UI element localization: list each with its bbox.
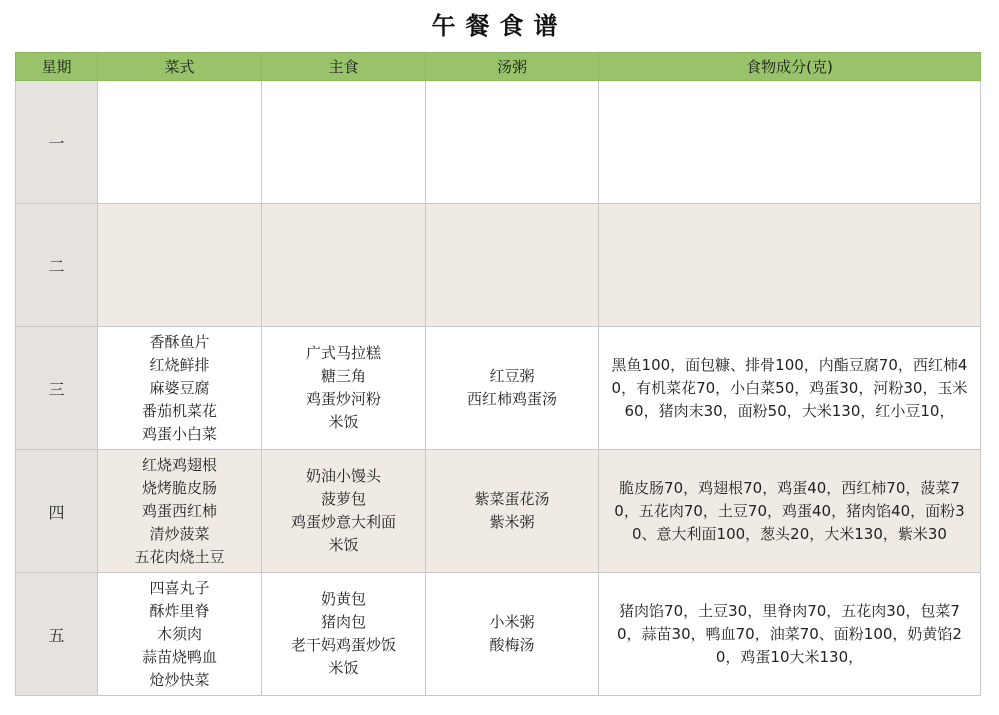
staple-item: 奶油小馒头: [305, 467, 381, 485]
staple-item: 奶黄包: [320, 590, 366, 608]
dish-item: 鸡蛋西红柿: [141, 501, 217, 520]
ingredients-cell: [599, 573, 981, 696]
dish-item: 红烧鲜排: [149, 355, 210, 374]
page-title: 午餐食谱: [431, 11, 568, 40]
staple-item: 米饭: [328, 413, 359, 431]
header-soup: 汤粥: [426, 53, 599, 81]
day-cell: 一: [16, 81, 98, 204]
staple-item: 米饭: [328, 536, 359, 554]
dish-item: 番茄机菜花: [141, 401, 217, 420]
ingredients-cell: [599, 450, 981, 573]
header-day: 星期: [16, 53, 98, 81]
dish-item: 红烧鸡翅根: [141, 455, 217, 474]
dish-item: 四喜丸子: [149, 578, 210, 597]
staple-item: 鸡蛋炒意大利面: [290, 513, 396, 531]
table-row: [16, 450, 981, 573]
soup-item: 紫米粥: [489, 513, 535, 531]
dish-item: 炝炒快菜: [149, 670, 210, 689]
dish-item: 五花肉烧土豆: [134, 547, 225, 566]
dishes-cell: [98, 450, 262, 573]
staple-cell: [262, 327, 426, 450]
staple-item: 猪肉包: [320, 613, 366, 631]
table-row: [16, 204, 981, 327]
dishes-cell: [98, 573, 262, 696]
dish-item: 烧烤脆皮肠: [141, 478, 217, 497]
dish-item: 麻婆豆腐: [149, 378, 210, 397]
soup-cell: [426, 327, 599, 450]
ingredients-text: 猪肉馅70，土豆30，里脊肉70，五花肉30，包菜70，蒜苗30，鸭血70，油菜70、面粉100，奶黄馅20，鸡蛋10大米130，: [617, 601, 962, 666]
staple-item: 老干妈鸡蛋炒饭: [290, 636, 396, 654]
staple-cell: [262, 573, 426, 696]
dishes-cell: [98, 81, 262, 204]
ingredients-text: 黑鱼100，面包糠、排骨100，内酯豆腐70，西红柿40，有机菜花70，小白菜50，鸡蛋30，河粉30，玉米60，猪肉末30，面粉50，大米130，红小豆10，: [611, 355, 968, 420]
day-cell: 三: [16, 327, 98, 450]
soup-cell: [426, 573, 599, 696]
day-cell: 四: [16, 450, 98, 573]
soup-item: 西红柿鸡蛋汤: [466, 390, 557, 408]
ingredients-text: 脆皮肠70，鸡翅根70，鸡蛋40，西红柿70，菠菜70，五花肉70，土豆70，鸡蛋40，猪肉馅40，面粉30、意大利面100，葱头20，大米130，紫米30: [614, 478, 965, 543]
soup-item: 小米粥: [489, 613, 535, 631]
staple-item: 米饭: [328, 659, 359, 677]
ingredients-cell: [599, 204, 981, 327]
staple-item: 鸡蛋炒河粉: [305, 390, 381, 408]
table-row: [16, 573, 981, 696]
soup-item: 紫菜蛋花汤: [474, 490, 550, 508]
dishes-cell: [98, 204, 262, 327]
ingredients-cell: [599, 327, 981, 450]
dish-item: 鸡蛋小白菜: [141, 424, 217, 443]
soup-cell: [426, 81, 599, 204]
day-cell: 五: [16, 573, 98, 696]
ingredients-cell: [599, 81, 981, 204]
staple-cell: [262, 450, 426, 573]
table-row: [16, 81, 981, 204]
soup-cell: [426, 450, 599, 573]
table-row: [16, 327, 981, 450]
staple-item: 菠萝包: [320, 490, 366, 508]
dish-item: 蒜苗烧鸭血: [141, 647, 217, 666]
dish-item: 酥炸里脊: [149, 601, 210, 620]
header-ingredients: 食物成分(克): [599, 53, 981, 81]
soup-cell: [426, 204, 599, 327]
dish-item: 香酥鱼片: [149, 332, 210, 351]
lunch-menu-table: [15, 52, 981, 696]
header-row: [16, 53, 981, 81]
dish-item: 清炒菠菜: [149, 524, 210, 543]
header-dishes: 菜式: [98, 53, 262, 81]
soup-item: 酸梅汤: [489, 636, 535, 654]
dish-item: 木须肉: [156, 624, 202, 643]
staple-item: 广式马拉糕: [305, 344, 381, 362]
header-staple: 主食: [262, 53, 426, 81]
staple-item: 糖三角: [320, 367, 366, 385]
day-cell: 二: [16, 204, 98, 327]
dishes-cell: [98, 327, 262, 450]
staple-cell: [262, 204, 426, 327]
staple-cell: [262, 81, 426, 204]
soup-item: 红豆粥: [489, 367, 535, 385]
